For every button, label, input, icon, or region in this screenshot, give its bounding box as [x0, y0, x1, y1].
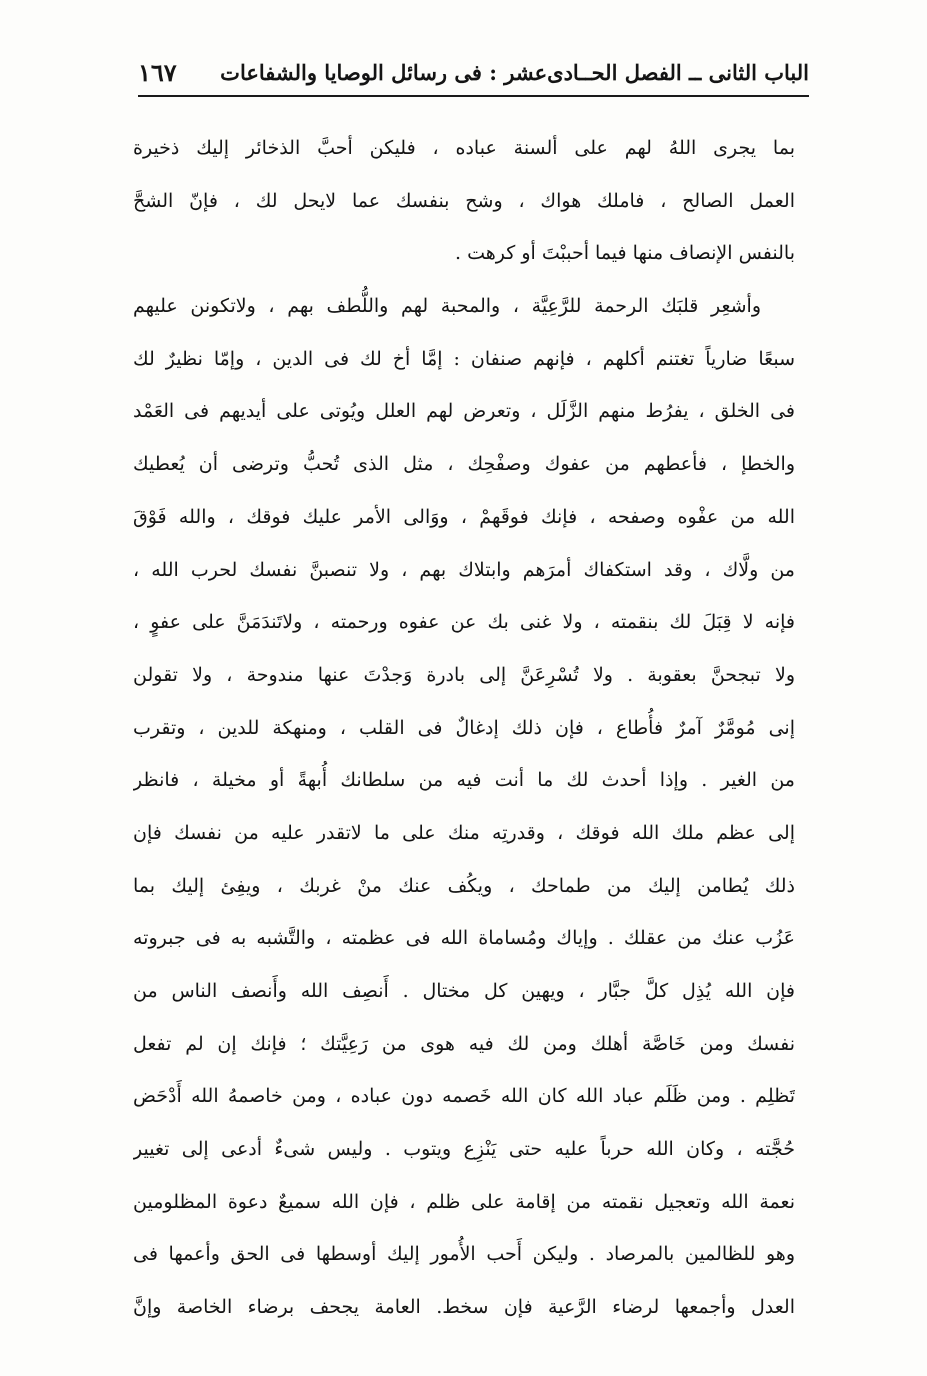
- text-line: سبعًا ضارياً تغتنم أكلهم ، فإنهم صنفان : إمَّا أخ لك فى الدين ، وإمّا نظيرٌ لك: [133, 347, 795, 370]
- text-line: من الغير . وإذا أحدث لك ما أنت فيه من سلطانك أُبهةً أو مخيلة ، فانظر: [133, 769, 795, 792]
- text-line: بما يجرى اللهُ لهم على ألسنة عباده ، فليكن أحبَّ الذخائر إليك ذخيرة: [133, 137, 795, 159]
- header-rule: [138, 95, 809, 97]
- text-line: فإنه لا قِبَلَ لك بنقمته ، ولا غنى بك عن عفوه ورحمته ، ولاتَندَمَنَّ على عفوٍ ،: [133, 611, 795, 634]
- body-text: [133, 122, 795, 1334]
- text-line: عَزُب عنك من عقلك . وإياك ومُساماة الله فى عظمته ، والتَّشبه به فى جبروته: [133, 927, 795, 950]
- page-number: ١٦٧: [138, 57, 177, 87]
- text-line: فإن الله يُذِل كلَّ جبَّار ، ويهين كل مختال . أَنصِف الله وأَنصف الناس من: [133, 980, 795, 1002]
- text-line: نفسك ومن خَاصَّة أهلك ومن لك فيه هوى من رَعِيَّتك ؛ فإنك إن لم تفعل: [133, 1032, 795, 1055]
- running-head: الباب الثانى ــ الفصل الحــادى‌عشر : فى رسائل الوصايا والشفاعات: [220, 59, 809, 85]
- page-header: [138, 52, 809, 92]
- text-line: العمل الصالح ، فاملك هواك ، وشح بنفسك عما لايحل لك ، فإنّ الشحَّ: [133, 189, 795, 212]
- text-line: ذلك يُطامن إليك من طماحك ، ويكُف عنك منْ غربك ، ويفِئ إليك بما: [133, 874, 795, 897]
- text-line: نعمة الله وتعجيل نقمته من إقامة على ظلم ، فإن الله سميعٌ دعوة المظلومين: [133, 1190, 795, 1213]
- text-line: من ولَّاك ، وقد استكفاك أمرَهم وابتلاك بهم ، ولا تنصبنَّ نفسك لحرب الله ،: [133, 558, 795, 581]
- text-line: والخطإ ، فأعطهم من عفوك وصفْحِك ، مثل الذى تُحبُّ وترضى أن يُعطيك: [133, 453, 795, 476]
- text-line: بالنفس الإنصاف منها فيما أحببْتَ أو كرهت .: [455, 242, 795, 265]
- text-line: وأشعِر قلبَك الرحمة للرَّعِيَّة ، والمحبة لهم واللُّطف بهم ، ولاتكونن عليهم: [133, 295, 761, 318]
- text-line: وهو للظالمين بالمرصاد . وليكن أَحب الأُمور إليك أوسطها فى الحق وأعمها فى: [133, 1243, 795, 1266]
- text-line: العدل وأجمعها لرضاء الرَّعية فإن سخط. العامة يجحف برضاء الخاصة وإنَّ: [133, 1296, 795, 1319]
- text-line: إنى مُومَّرٌ آمرٌ فأُطاع ، فإن ذلك إدغالٌ فى القلب ، ومنهكة للدين ، وتقرب: [133, 716, 795, 739]
- text-line: فى الخلق ، يفرُط منهم الزَّلَل ، وتعرض لهم العلل ويُوتى على أيديهم فى العَمْد: [133, 400, 795, 423]
- text-line: الله من عفْوه وصفحه ، فإنك فوقَهمْ ، ووَالى الأمر عليك فوقك ، والله فَوْقَ: [133, 505, 795, 528]
- text-line: حُجَّته ، وكان الله حرباً عليه حتى يَنْزِع ويتوب . وليس شىءٌ أدعى إلى تغيير: [133, 1138, 795, 1161]
- text-line: ولا تبجحنَّ بعقوبة . ولا تُسْرِعَنَّ إلى بادرة وَجدْتَ عنها مندوحة ، ولا تقولن: [133, 663, 795, 686]
- text-line: إلى عظم ملك الله فوقك ، وقدرتِه منك على ما لاتقدر عليه من نفسك فإن: [133, 821, 795, 844]
- text-line: تَظلِم . ومن ظَلَم عباد الله كان الله خَصمه دون عباده ، ومن خاصمهُ الله أَدْحَض: [133, 1085, 795, 1108]
